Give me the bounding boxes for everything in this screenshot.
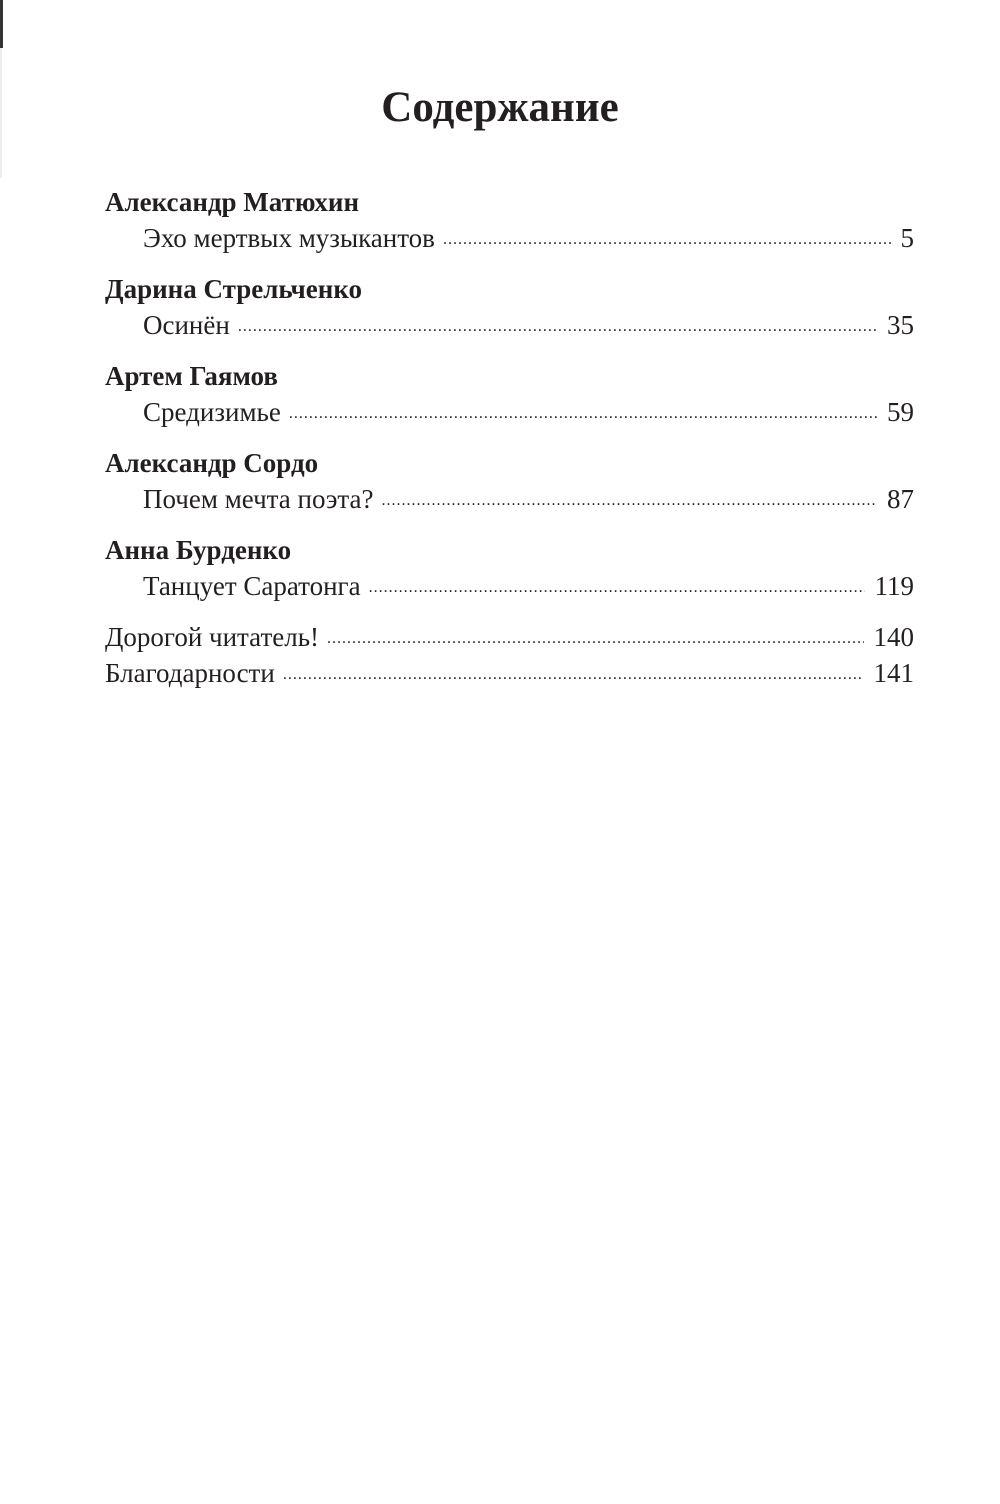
toc-section xyxy=(105,532,914,604)
page-title: Содержание xyxy=(381,84,619,131)
toc-entry[interactable] xyxy=(105,307,914,343)
dot-leader xyxy=(327,619,863,655)
toc-section xyxy=(105,184,914,256)
toc-entry[interactable] xyxy=(105,568,914,604)
toc-author: Артем Гаямов xyxy=(105,361,278,391)
toc-page-number: 59 xyxy=(887,397,914,427)
toc-entry-acknowledgements[interactable] xyxy=(105,655,914,691)
toc-author: Анна Бурденко xyxy=(105,535,292,565)
toc-entry-title: Дорогой читатель! xyxy=(105,622,320,652)
toc-author: Дарина Стрельченко xyxy=(105,274,363,304)
table-of-contents xyxy=(105,184,914,691)
toc-entry[interactable] xyxy=(105,481,914,517)
toc-section xyxy=(105,358,914,430)
toc-entry[interactable] xyxy=(105,394,914,430)
toc-page-number: 119 xyxy=(874,571,914,601)
dot-leader xyxy=(289,394,877,430)
toc-page-number: 5 xyxy=(900,223,914,253)
toc-page-number: 141 xyxy=(873,658,914,688)
toc-entry-title: Танцует Саратонга xyxy=(143,571,361,601)
toc-author: Александр Матюхин xyxy=(105,187,360,217)
dot-leader xyxy=(283,655,864,691)
toc-entry-title: Средизимье xyxy=(143,397,281,427)
toc-page-number: 35 xyxy=(887,310,914,340)
toc-entry[interactable] xyxy=(105,220,914,256)
toc-author: Александр Сордо xyxy=(105,448,319,478)
dot-leader xyxy=(382,481,877,517)
toc-entry-title: Эхо мертвых музыкантов xyxy=(143,223,435,253)
toc-entry-title: Осинён xyxy=(143,310,230,340)
toc-entry-title: Благодарности xyxy=(105,658,275,688)
toc-entry-reader-note[interactable] xyxy=(105,619,914,655)
page-edge-mark xyxy=(0,0,3,48)
dot-leader xyxy=(238,307,877,343)
dot-leader xyxy=(369,568,865,604)
toc-section xyxy=(105,445,914,517)
toc-page-number: 87 xyxy=(887,484,914,514)
toc-section xyxy=(105,271,914,343)
dot-leader xyxy=(443,220,891,256)
toc-page-number: 140 xyxy=(873,622,914,652)
toc-entry-title: Почем мечта поэта? xyxy=(143,484,374,514)
